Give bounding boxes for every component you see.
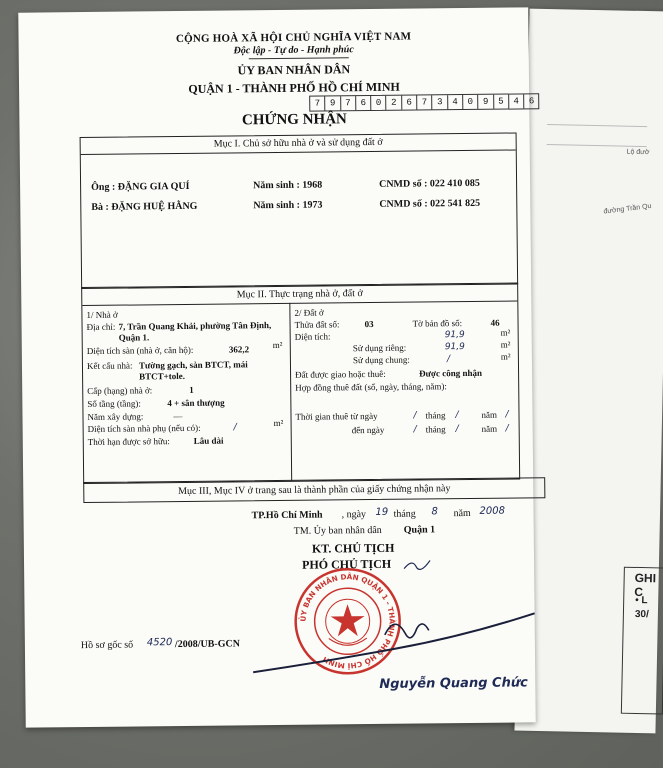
land-lease-to-day: / [413,424,417,435]
record-suffix: /2008/UB-GCN [174,638,240,651]
continuation-note-box [83,477,545,503]
land-lease-from-year: / [505,409,509,420]
seal-ring-text: ỦY BAN NHÂN DÂN QUẬN 1 - THÀNH PHỐ HỒ CHÍ MINH [298,572,397,671]
day-label: , ngày [341,509,367,521]
land-lease-to-year-label: năm [481,423,498,434]
house-grade-value: 1 [189,384,194,395]
right-page-line2: 30/ [634,608,649,621]
serial-digit: 6 [528,96,535,107]
land-map-value: 46 [490,317,500,328]
day-value: 19 [375,506,389,518]
serial-digit: 6 [356,96,371,110]
house-term-label: Thời hạn được sở hữu: [87,436,170,447]
house-floor-area-value: 362,2 [228,344,250,355]
authority-heading: ỦY BAN NHÂN DÂN [237,62,351,78]
right-page-side-text2: đường Trần Qu [603,202,652,216]
land-lease-to-year: / [505,423,509,434]
house-year-value: — [173,410,183,422]
month-label: tháng [393,508,416,520]
serial-digit: 9 [478,95,493,109]
owner-2-id: CNMD số : 022 541 825 [379,197,481,210]
house-year-label: Năm xây dựng: [87,411,144,422]
serial-digit: 4 [509,94,524,108]
serial-digit: 7 [417,95,432,109]
section-property-title: Mục II. Thực trạng nhà ở, đất ở [82,283,517,306]
right-page-line1: • L [635,594,648,607]
place: TP.Hồ Chí Minh [251,509,323,522]
serial-digit: 9 [325,96,340,110]
serial-digit: 2 [387,96,402,110]
motto-underline [249,57,349,59]
land-allocation-label: Đất được giao hoặc thuê: [295,368,386,380]
land-allocation-value: Được công nhận [419,367,483,379]
owner-1-birth: Năm sinh : 1968 [253,179,323,192]
motto: Độc lập - Tự do - Hạnh phúc [233,44,354,57]
serial-digit: 0 [371,96,386,110]
certificate-title: CHỨNG NHẬN [241,111,347,129]
nation-heading: CỘNG HOÀ XÃ HỘI CHỦ NGHĨA VIỆT NAM [175,30,412,46]
signer-title-2: PHÓ CHỦ TỊCH [301,556,392,572]
owner-2-name: Bà : ĐẶNG HUỆ HẰNG [91,200,198,213]
serial-digit: 0 [463,95,478,109]
house-term-value: Lâu dài [193,435,224,446]
house-structure-value2: BTCT+tole. [139,370,186,382]
serial-digit: 4 [448,95,463,109]
house-grade-label: Cấp (hạng) nhà ở: [87,385,153,396]
house-heading: 1/ Nhà ở [86,309,118,320]
section-owners-title: Mục I. Chủ sở hữu nhà ở và sử dụng đất ở [81,133,516,155]
house-aux-area-unit: m² [273,417,284,429]
continuation-note: Mục III, Mục IV ở trang sau là thành phần của giấy chứng nhận này [178,483,451,498]
land-map-label: Tờ bản đồ số: [412,318,463,329]
land-lease-to-month-label: tháng [425,424,446,435]
land-area-label: Diện tích: [294,331,331,342]
house-aux-area-label: Diện tích sàn nhà phụ (nếu có): [87,422,201,434]
on-behalf-district: Quận 1 [403,524,436,536]
house-aux-area-value: / [233,422,237,433]
section-divider [289,303,292,481]
serial-digit: 7 [341,96,356,110]
serial-digit: 7 [310,96,325,110]
house-floor-area-label: Diện tích sàn (nhà ở, căn hộ): [86,344,194,356]
land-lease-to-month: / [455,424,459,435]
land-shared-unit: m² [500,351,511,362]
land-lease-label: Hợp đồng thuê đất (số, ngày, tháng, năm): [295,381,447,393]
certificate-page [18,7,535,727]
owner-1-name: Ông : ĐẶNG GIA QUÍ [91,180,190,193]
serial-digit: 5 [494,95,509,109]
house-structure-value: Tường gạch, sàn BTCT, mái [138,359,248,371]
district-heading: QUẬN 1 - THÀNH PHỐ HỒ CHÍ MINH [188,79,400,96]
house-address-value: 7, Trần Quang Khải, phường Tân Định, [118,320,272,332]
right-page-side-text1: Lộ đườ [626,148,650,157]
land-lease-from-month: / [455,410,459,421]
land-private-value: 91,9 [444,342,465,353]
house-floors-value: 4 + sân thượng [167,397,225,409]
signer-title-1: KT. CHỦ TỊCH [311,540,395,556]
house-address-label: Địa chỉ: [86,321,116,332]
right-page-heading: GHI C [634,570,657,600]
land-lease-to-label: đến ngày [351,424,385,436]
house-address-value2: Quận 1. [118,332,150,343]
on-behalf: TM. Ủy ban nhân dân [293,524,382,537]
house-structure-label: Kết cấu nhà: [86,360,133,371]
record-label: Hồ sơ gốc số [80,639,134,652]
signer-name: Nguyễn Quang Chức [379,675,528,692]
owner-1-id: CNMD số : 022 410 085 [379,177,480,190]
initial-mark-icon [402,556,432,574]
land-lease-from-month-label: tháng [425,410,446,421]
house-floors-label: Số tầng (tầng): [87,398,141,409]
serial-digit: 6 [402,96,417,110]
section-property [81,282,520,484]
land-plot-value: 03 [364,318,374,330]
land-heading: 2/ Đất ở [294,307,324,318]
owner-2-birth: Năm sinh : 1973 [253,199,323,212]
signature-icon [245,607,546,680]
house-floor-area-unit: m² [272,339,283,351]
right-page-line [547,144,647,147]
land-private-unit: m² [500,339,511,350]
land-area-unit: m² [500,327,511,338]
record-number: 4520 [146,637,173,649]
land-shared-value: / [446,354,451,365]
right-page-line [547,124,647,127]
land-area-value: 91,9 [444,330,465,341]
section-owners [80,132,519,289]
land-lease-from-year-label: năm [481,409,498,420]
year-label: năm [453,507,471,520]
serial-digit: 3 [433,95,448,109]
land-plot-label: Thửa đất số: [294,319,340,330]
land-lease-from-day: / [413,410,417,421]
land-private-label: Sử dụng riêng: [352,342,407,354]
land-lease-from-label: Thời gian thuê từ ngày [295,410,378,422]
year-value: 2008 [479,505,506,517]
land-shared-label: Sử dụng chung: [352,354,410,366]
month-value: 8 [431,506,438,518]
